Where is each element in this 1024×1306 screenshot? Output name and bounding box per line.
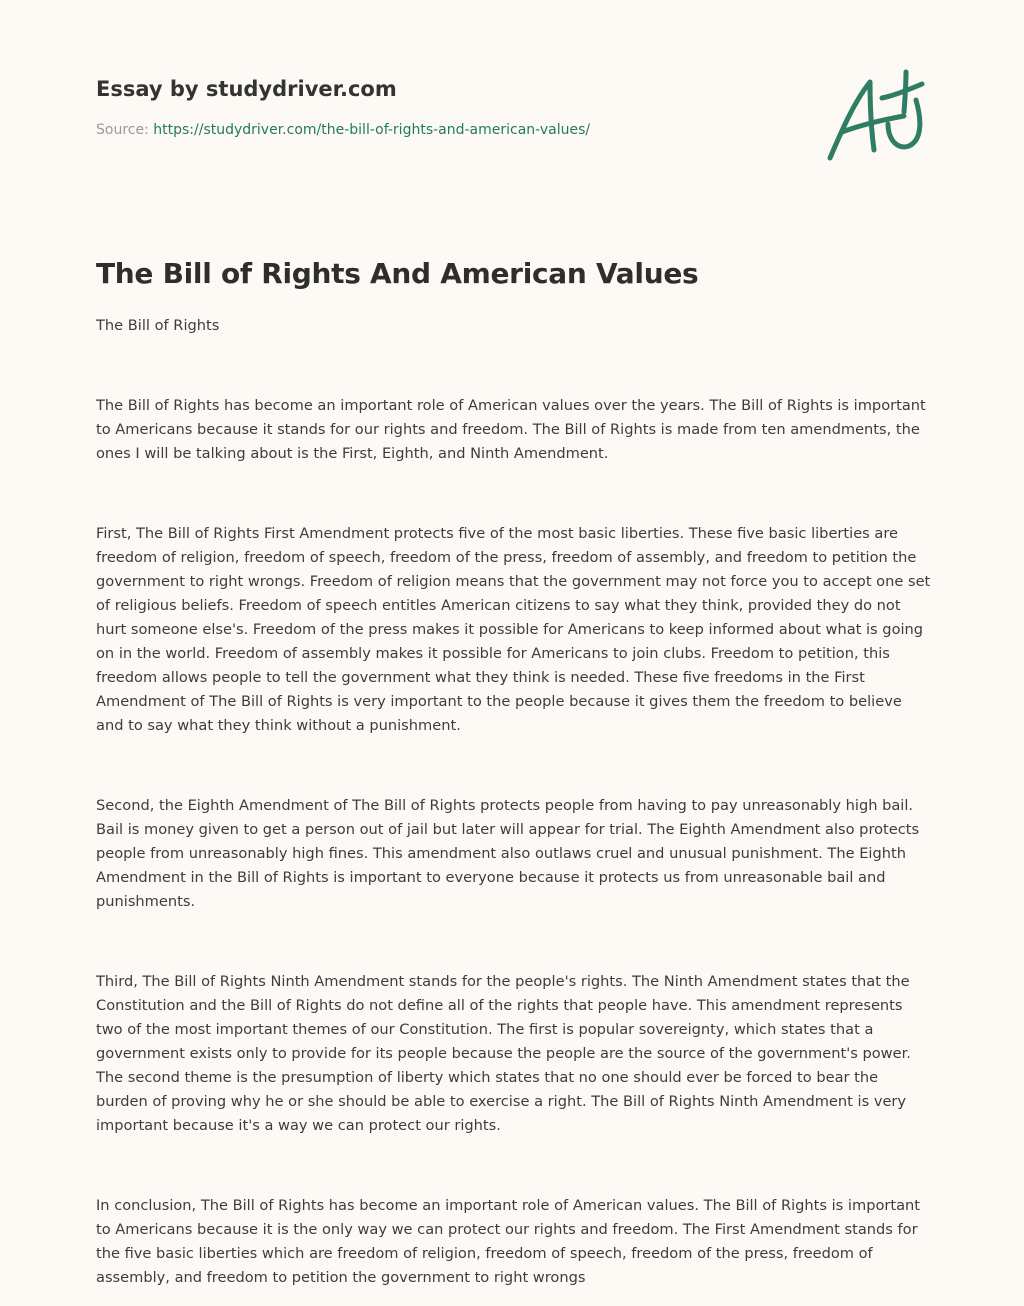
source-link[interactable]: https://studydriver.com/the-bill-of-rights-and-american-values/ (153, 122, 591, 138)
essay-title: The Bill of Rights And American Values (96, 257, 699, 290)
paragraph-intro: The Bill of Rights has become an important role of American values over the years. The Bill of Rights is important to Americans because it stands for our rights and freedom. The Bill of Rights is made from ten amendments, the ones I will be talking about is the First, Eighth, and Ninth Amendment. (96, 397, 926, 462)
paragraph-conclusion: In conclusion, The Bill of Rights has become an important role of American values. The Bill of Rights is important to Americans because it is the only way we can protect our rights and freedom. The First Amendment stands for the five basic liberties which are freedom of religion, freedom of speech, freedom of the press, freedom of assembly, and freedom to petition the government to right wrongs (96, 1197, 921, 1286)
a-plus-logo-icon (820, 66, 928, 166)
essay-by-heading: Essay by studydriver.com (96, 77, 397, 101)
essay-body (96, 314, 932, 1290)
paragraph-eighth-amendment: Second, the Eighth Amendment of The Bill of Rights protects people from having to pay unreasonably high bail. Bail is money given to get a person out of jail but later will appear for trial. The Eighth Amendment also protects people from unreasonably high fines. This amendment also outlaws cruel and unusual punishment. The Eighth Amendment in the Bill of Rights is important to everyone because it protects us from unreasonable bail and punishments. (96, 797, 920, 910)
source-line (96, 120, 796, 140)
source-label: Source: (96, 122, 154, 138)
paragraph-ninth-amendment: Third, The Bill of Rights Ninth Amendment stands for the people's rights. The Ninth Amendment states that the Constitution and the Bill of Rights do not define all of the rights that people have. This amendment represents two of the most important themes of our Constitution. The first is popular sovereignty, which states that a government exists only to provide for its people because the people are the source of the government's power. The second theme is the presumption of liberty which states that no one should ever be forced to bear the burden of proving why he or she should be able to exercise a right. The Bill of Rights Ninth Amendment is very important because it's a way we can protect our rights. (96, 973, 911, 1134)
essay-subtitle: The Bill of Rights (96, 317, 220, 334)
header (96, 74, 796, 140)
paragraph-first-amendment: First, The Bill of Rights First Amendment protects five of the most basic liberties. These five basic liberties are freedom of religion, freedom of speech, freedom of the press, freedom of assembly, and freedom to petition the government to right wrongs. Freedom of religion means that the government may not force you to accept one set of religious beliefs. Freedom of speech entitles American citizens to say what they think, provided they do not hurt someone else's. Freedom of the press makes it possible for Americans to keep informed about what is going on in the world. Freedom of assembly makes it possible for Americans to join clubs. Freedom to petition, this freedom allows people to tell the government what they think is needed. These five freedoms in the First Amendment of The Bill of Rights is very important to the people because it gives them the freedom to believe and to say what they think without a punishment. (96, 525, 931, 734)
